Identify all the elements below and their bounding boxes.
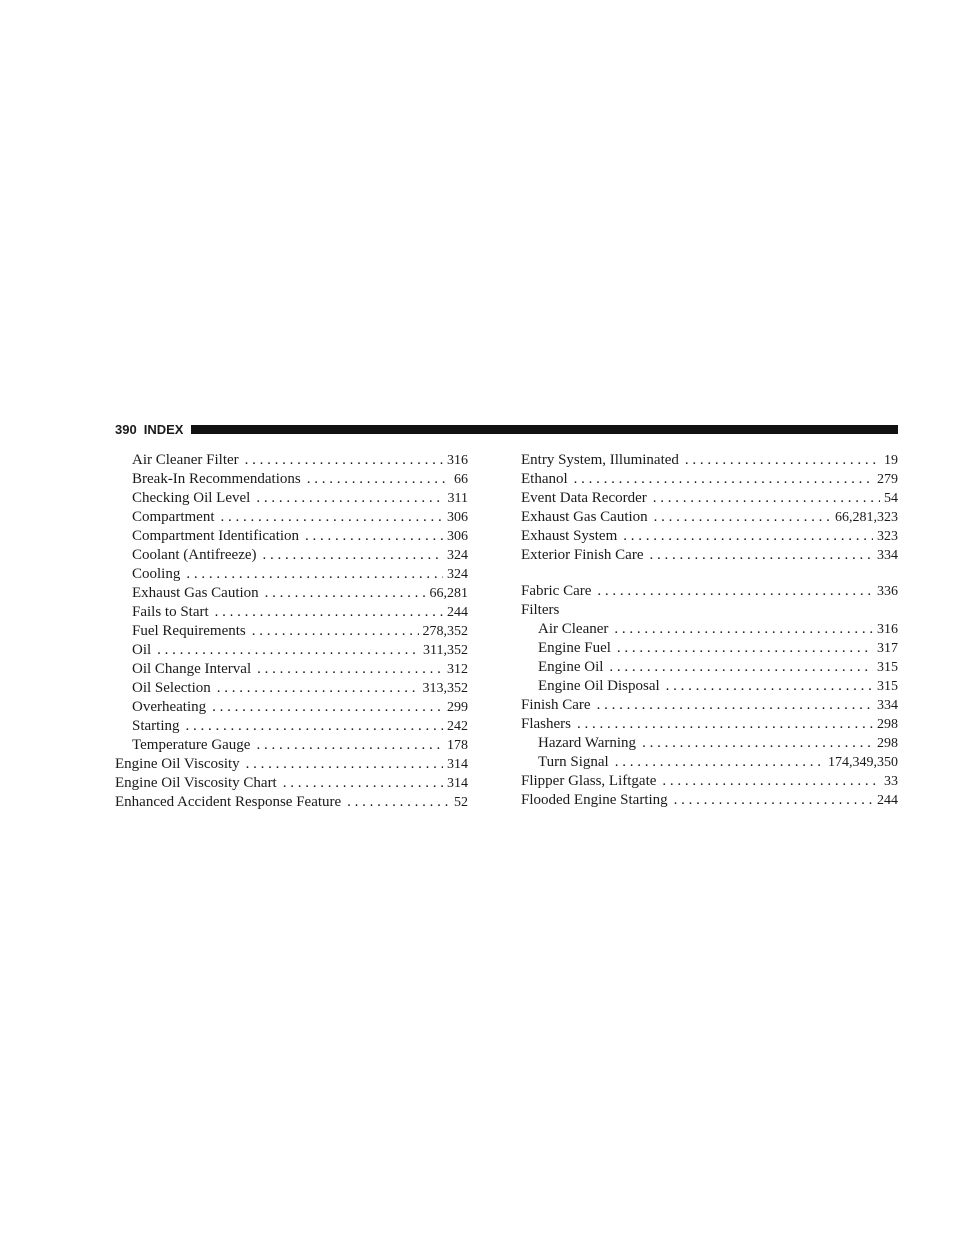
entry-label: Checking Oil Level (132, 490, 251, 506)
entry-page: 278,352 (422, 624, 468, 639)
dot-leader (186, 565, 443, 584)
index-entry (115, 622, 468, 641)
index-entry (521, 451, 898, 470)
dot-leader (245, 451, 443, 470)
entry-label: Oil Selection (132, 680, 211, 696)
entry-label: Flipper Glass, Liftgate (521, 773, 657, 789)
index-entry (521, 582, 898, 601)
entry-label: Oil Change Interval (132, 661, 252, 677)
entry-label: Engine Oil Disposal (538, 678, 660, 694)
dot-leader (574, 470, 873, 489)
entry-label: Temperature Gauge (132, 737, 251, 753)
index-entry (115, 774, 468, 793)
entry-page: 298 (877, 736, 898, 751)
entry-page: 311,352 (423, 643, 468, 658)
entry-page: 19 (884, 453, 898, 468)
dot-leader (252, 622, 419, 641)
entry-label: Hazard Warning (538, 735, 637, 751)
entry-page: 244 (447, 605, 468, 620)
entry-page: 33 (884, 774, 898, 789)
index-entry (115, 641, 468, 660)
entry-page: 323 (877, 529, 898, 544)
index-entry (521, 489, 898, 508)
entry-label: Exhaust Gas Caution (132, 585, 259, 601)
entry-page: 279 (877, 472, 898, 487)
dot-leader (212, 698, 443, 717)
entry-label: Engine Oil (538, 659, 604, 675)
entry-label: Event Data Recorder (521, 490, 647, 506)
dot-leader (649, 546, 873, 565)
dot-leader (577, 715, 873, 734)
index-heading-filters: Filters (521, 602, 560, 618)
entry-label: Turn Signal (538, 754, 609, 770)
index-entry (521, 527, 898, 546)
entry-label: Oil (132, 642, 152, 658)
entry-page: 316 (447, 453, 468, 468)
dot-leader (257, 660, 443, 679)
section-title: INDEX (143, 421, 184, 437)
dot-leader (654, 508, 831, 527)
entry-page: 313,352 (422, 681, 468, 696)
index-entry (115, 508, 468, 527)
dot-leader (307, 470, 450, 489)
entry-label: Fuel Requirements (132, 623, 246, 639)
entry-label: Engine Oil Viscosity (115, 756, 240, 772)
dot-leader (265, 584, 426, 603)
entry-page: 306 (447, 510, 468, 525)
entry-page: 324 (447, 567, 468, 582)
dot-leader (653, 489, 880, 508)
dot-leader (615, 753, 824, 772)
dot-leader (597, 582, 873, 601)
dot-leader (623, 527, 873, 546)
dot-leader (597, 696, 873, 715)
dot-leader (157, 641, 419, 660)
dot-leader (215, 603, 443, 622)
entry-page: 312 (447, 662, 468, 677)
entry-page: 178 (447, 738, 468, 753)
index-entry (115, 793, 468, 812)
entry-label: Air Cleaner Filter (132, 452, 239, 468)
entry-label: Engine Fuel (538, 640, 611, 656)
entry-page: 317 (877, 641, 898, 656)
index-entry (521, 772, 898, 791)
entry-page: 174,349,350 (828, 755, 898, 770)
entry-page: 299 (447, 700, 468, 715)
entry-page: 54 (884, 491, 898, 506)
entry-label: Fabric Care (521, 583, 592, 599)
entry-label: Overheating (132, 699, 207, 715)
entry-page: 316 (877, 622, 898, 637)
index-entry (115, 546, 468, 565)
dot-leader (217, 679, 419, 698)
dot-leader (617, 639, 873, 658)
dot-leader (186, 717, 444, 736)
index-entry (521, 508, 898, 527)
page-header (115, 419, 898, 439)
entry-page: 298 (877, 717, 898, 732)
index-column-right (521, 451, 898, 810)
index-entry (521, 696, 898, 715)
entry-label: Air Cleaner (538, 621, 609, 637)
entry-label: Coolant (Antifreeze) (132, 547, 257, 563)
dot-leader (305, 527, 443, 546)
entry-page: 336 (877, 584, 898, 599)
entry-label: Compartment (132, 509, 215, 525)
index-entry (521, 715, 898, 734)
index-entry (521, 470, 898, 489)
entry-page: 314 (447, 757, 468, 772)
dot-leader (246, 755, 443, 774)
index-entry (115, 717, 468, 736)
entry-label: Starting (132, 718, 180, 734)
dot-leader (666, 677, 873, 696)
entry-label: Flooded Engine Starting (521, 792, 668, 808)
index-entry (115, 755, 468, 774)
dot-leader (642, 734, 873, 753)
page-number: 390 (115, 421, 137, 437)
dot-leader (256, 489, 443, 508)
entry-page: 315 (877, 679, 898, 694)
entry-page: 52 (454, 795, 468, 810)
entry-label: Break-In Recommendations (132, 471, 301, 487)
index-entry (115, 470, 468, 489)
entry-page: 244 (877, 793, 898, 808)
entry-label: Engine Oil Viscosity Chart (115, 775, 277, 791)
entry-page: 314 (447, 776, 468, 791)
entry-page: 311 (447, 491, 468, 506)
entry-page: 324 (447, 548, 468, 563)
index-entry (521, 658, 898, 677)
entry-label: Ethanol (521, 471, 568, 487)
index-entry (115, 603, 468, 622)
entry-page: 334 (877, 548, 898, 563)
index-entry (521, 753, 898, 772)
dot-leader (256, 736, 443, 755)
dot-leader (674, 791, 873, 810)
index-entry (115, 489, 468, 508)
index-entry (115, 698, 468, 717)
entry-label: Enhanced Accident Response Feature (115, 794, 342, 810)
index-entry (521, 791, 898, 810)
index-entry (521, 620, 898, 639)
entry-page: 306 (447, 529, 468, 544)
dot-leader (263, 546, 443, 565)
entry-page: 66,281,323 (835, 510, 898, 525)
index-entry (521, 734, 898, 753)
entry-page: 334 (877, 698, 898, 713)
entry-page: 66,281 (429, 586, 468, 601)
entry-label: Cooling (132, 566, 181, 582)
index-entry (115, 565, 468, 584)
dot-leader (609, 658, 873, 677)
index-entry (115, 527, 468, 546)
index-entry (521, 546, 898, 565)
dot-leader (221, 508, 444, 527)
header-rule (191, 425, 898, 434)
entry-page: 315 (877, 660, 898, 675)
index-entry (115, 584, 468, 603)
index-entry (115, 660, 468, 679)
index-entry (115, 679, 468, 698)
entry-label: Exhaust Gas Caution (521, 509, 648, 525)
index-entry (115, 451, 468, 470)
letter-group-gap (521, 565, 898, 582)
entry-label: Compartment Identification (132, 528, 300, 544)
index-entry (521, 639, 898, 658)
entry-label: Finish Care (521, 697, 591, 713)
entry-page: 66 (454, 472, 468, 487)
index-entry (521, 677, 898, 696)
dot-leader (283, 774, 443, 793)
index-column-left (115, 451, 468, 812)
index-entry (115, 736, 468, 755)
dot-leader (685, 451, 880, 470)
dot-leader (614, 620, 873, 639)
entry-label: Exhaust System (521, 528, 618, 544)
dot-leader (347, 793, 450, 812)
entry-label: Exterior Finish Care (521, 547, 644, 563)
dot-leader (662, 772, 880, 791)
entry-page: 242 (447, 719, 468, 734)
entry-label: Fails to Start (132, 604, 209, 620)
entry-label: Flashers (521, 716, 571, 732)
entry-label: Entry System, Illuminated (521, 452, 679, 468)
